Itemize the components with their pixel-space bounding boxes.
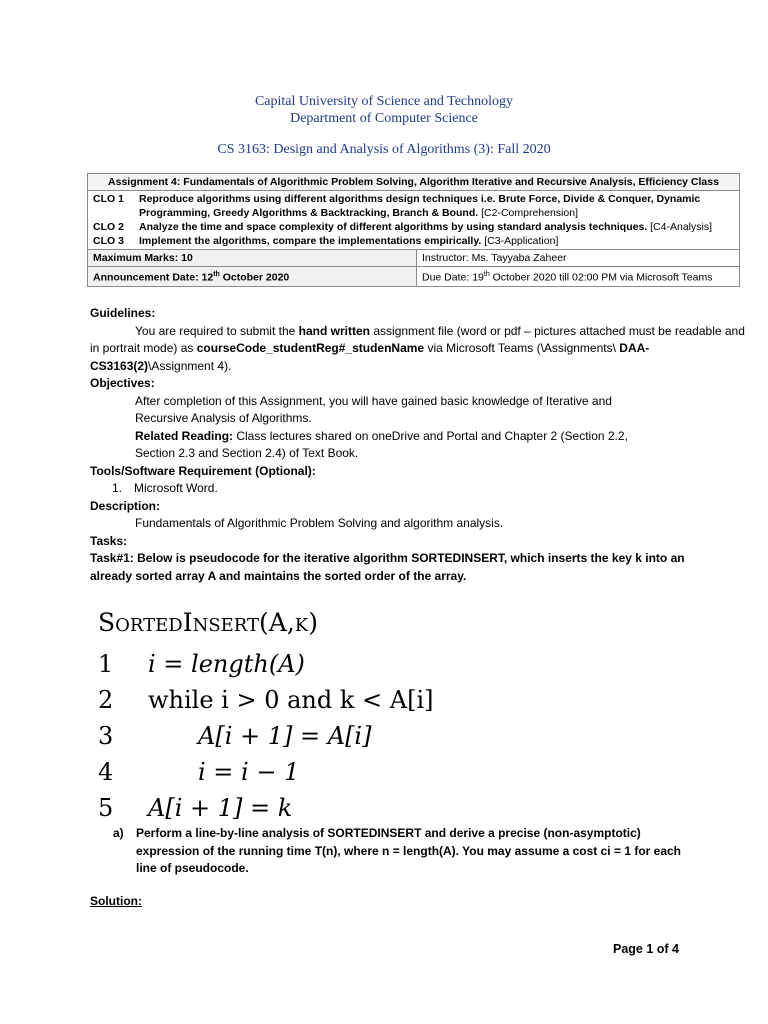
question-text: Perform a line-by-line analysis of SORTEDINSERT and derive a precise (non-asymptotic) expression of the running time T(n), where n = length(A). You may assume a cost ci = 1 for each line of pseudocode. [136,826,682,875]
clo-1 [93,192,734,220]
pseudocode-title: SortedInsert(A,k) [98,608,318,637]
description-text: Fundamentals of Algorithmic Problem Solving and algorithm analysis. [135,516,504,530]
solution-heading: Solution: [90,894,142,908]
clo-tag: [C3-Application] [484,235,559,247]
due-date: Due Date: 19th October 2020 till 02:00 PM via Microsoft Teams [417,267,740,287]
clo-tag: [C4-Analysis] [650,221,712,233]
page-number: Page 1 of 4 [613,942,679,956]
guidelines-heading: Guidelines: [90,306,156,320]
objectives-heading: Objectives: [90,376,155,390]
clo-tag: [C2-Comprehension] [481,207,578,219]
clo-cell [88,191,740,250]
tools-heading: Tools/Software Requirement (Optional): [90,463,316,478]
description-heading: Description: [90,498,161,513]
clo-label: CLO 3 [93,235,124,247]
code-line: i = length(A) [148,650,305,678]
code-line: A[i + 1] = k [148,794,293,822]
question-label: a) [113,826,124,840]
assignment-title: Assignment 4: Fundamentals of Algorithmic Problem Solving, Algorithm Iterative and Recursive Analysis, Efficiency Class [88,174,740,191]
related-reading: Related Reading: Class lectures shared on oneDrive and Portal and Chapter 2 (Section 2.2, Section 2.3 and Section 2.4) of Text Book. [135,428,628,460]
university-name: Capital University of Science and Technology [254,94,514,109]
department-name: Department of Computer Science [290,111,478,126]
code-line: A[i + 1] = A[i] [198,722,372,750]
clo-2 [93,220,734,234]
clo-text: Analyze the time and space complexity of different algorithms by using standard analysis techniques. [139,221,648,233]
line-number: 4 [98,758,114,786]
clo-text: Reproduce algorithms using different algorithms design techniques i.e. Brute Force, Divide & Conquer, Dynamic Programming, Greedy Algorithms & Backtracking, Branch & Bound. [139,193,701,219]
instructor: Instructor: Ms. Tayyaba Zaheer [417,250,740,267]
announcement-date: Announcement Date: 12th October 2020 [88,267,417,287]
course-title: CS 3163: Design and Analysis of Algorithms (3): Fall 2020 [217,142,551,157]
line-number: 3 [98,722,114,750]
guidelines-text: You are required to submit the hand written assignment file (word or pdf – pictures attached must be readable and in portrait mode) as courseCode_studentReg#_studenName via Microsoft Teams (\Assignments\ DAA-CS3163(2)\Assignment 4). [90,323,745,373]
code-line: while i > 0 and k < A[i] [148,686,434,714]
objectives-text: After completion of this Assignment, you will have gained basic knowledge of Iterative and Recursive Analysis of Algorithms. [135,393,612,425]
line-number: 1 [98,650,114,678]
tasks-heading: Tasks: [90,533,128,548]
tools-item: 1. Microsoft Word. [112,481,218,495]
task1-text: Task#1: Below is pseudocode for the iterative algorithm SORTEDINSERT, which inserts the key k into an already sorted array A and maintains the sorted order of the array. [90,551,685,583]
clo-label: CLO 1 [93,193,124,205]
question-a [113,825,683,878]
max-marks: Maximum Marks: 10 [88,250,417,267]
assignment-info-table [87,173,740,287]
clo-text: Implement the algorithms, compare the implementations empirically. [139,235,482,247]
line-number: 2 [98,686,114,714]
clo-3 [93,234,734,248]
clo-label: CLO 2 [93,221,124,233]
line-number: 5 [98,794,114,822]
document-body [90,305,750,585]
code-line: i = i − 1 [198,758,300,786]
